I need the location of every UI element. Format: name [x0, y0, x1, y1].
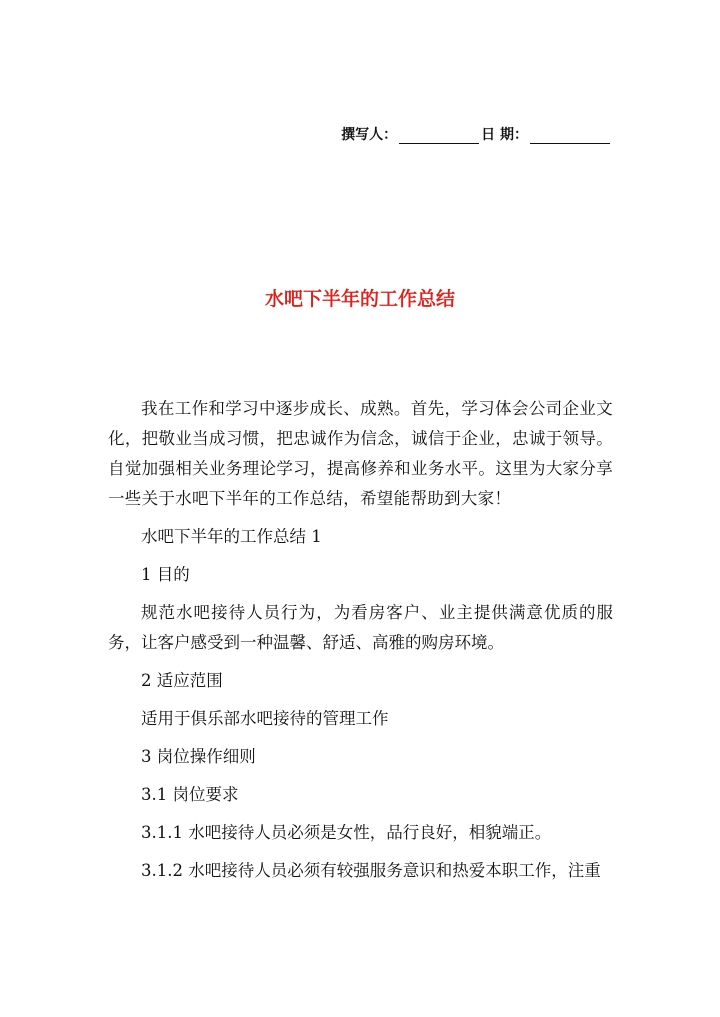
date-blank	[530, 129, 610, 144]
section-heading: 水吧下半年的工作总结 1	[141, 527, 322, 546]
subheading-scope: 2 适应范围	[141, 671, 223, 690]
intro-paragraph: 我在工作和学习中逐步成长、成熟。首先，学习体会公司企业文化，把敬业当成习惯，把忠诚作为信念，诚信于企业，忠诚于领导。自觉加强相关业务理论学习，提高修养和业务水平。这里为大家分享一些关于水吧下半年的工作总结，希望能帮助到大家！	[108, 399, 613, 508]
subheading-rules: 3 岗位操作细则	[141, 747, 256, 766]
author-blank	[399, 129, 479, 144]
author-date-line	[341, 124, 612, 144]
document-body	[108, 394, 613, 894]
author-label: 撰写人：	[341, 127, 398, 143]
requirement-item: 3.1.2 水吧接待人员必须有较强服务意识和热爱本职工作，注重	[141, 861, 601, 880]
subheading-purpose: 1 目的	[141, 565, 190, 584]
purpose-paragraph: 规范水吧接待人员行为，为看房客户、业主提供满意优质的服务，让客户感受到一种温馨、舒适、高雅的购房环境。	[108, 603, 613, 652]
requirement-item: 3.1.1 水吧接待人员必须是女性，品行良好，相貌端正。	[141, 823, 552, 842]
subheading-requirements: 3.1 岗位要求	[141, 785, 239, 804]
scope-text: 适用于俱乐部水吧接待的管理工作	[141, 709, 389, 728]
date-label: 日 期：	[481, 127, 528, 143]
document-title: 水吧下半年的工作总结	[264, 288, 455, 310]
